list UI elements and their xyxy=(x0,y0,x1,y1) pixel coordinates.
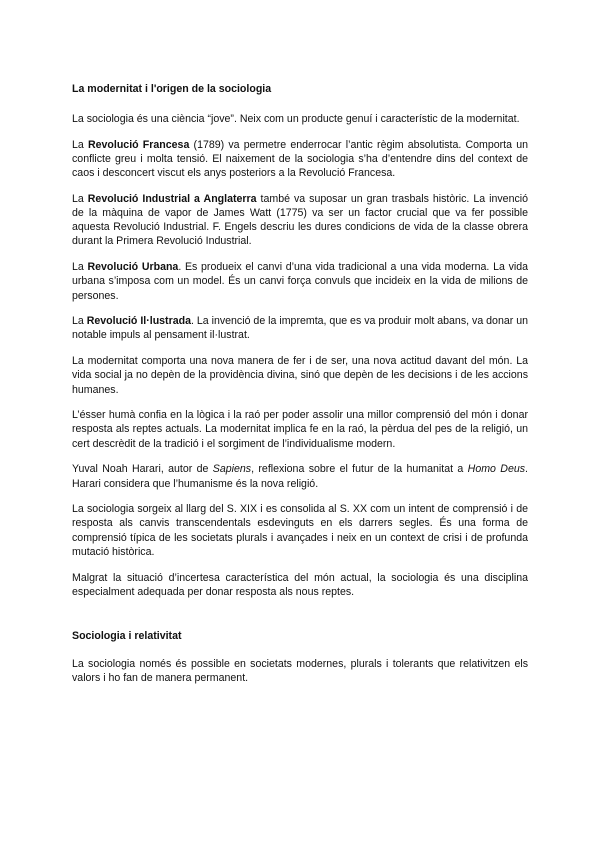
text-segment: . Harari considera que l’humanisme és la nova religió. xyxy=(72,463,528,490)
paragraph-revolucio-urbana xyxy=(72,260,528,303)
paragraph-malgrat: Malgrat la situació d’incertesa característica del món actual, la sociologia és una disciplina especialment adequada per donar resposta als nous reptes. xyxy=(72,571,528,598)
paragraph-esser-huma: L’ésser humà confia en la lògica i la raó per poder assolir una millor comprensió del món i donar resposta als reptes actuals. La modernitat implica fe en la raó, la pèrdua del pes de la religió, un cert descrèdit de la tradició i el sorgiment de l’individualisme modern. xyxy=(72,409,528,450)
paragraph-sociologia-sorgeix: La sociologia sorgeix al llarg del S. XIX i es consolida al S. XX com un intent de comprensió i de resposta als canvis transcendentals esdevinguts en els darrers segles. És una forma de comprensió típica de les societats plurals i avançades i neix en un context de crisi i de profunda mutació històrica. xyxy=(72,503,528,558)
text-segment: Yuval Noah Harari, autor de xyxy=(72,463,213,476)
paragraph-sociologia-jove: La sociologia és una ciència “jove”. Neix com un producte genuí i característic de la modernitat. xyxy=(72,113,520,125)
section-title-relativitat: Sociologia i relativitat xyxy=(72,629,182,642)
paragraph-societats-modernes: La sociologia només és possible en societats modernes, plurals i tolerants que relativitzen els valors i ho fan de manera permanent. xyxy=(72,657,528,685)
italic-title-homo-deus: Homo Deus xyxy=(467,463,526,476)
paragraph-revolucio-francesa xyxy=(72,138,528,181)
text-prefix: La xyxy=(72,315,87,328)
paragraph-revolucio-industrial xyxy=(72,192,528,249)
text-body: (1789) va permetre enderrocar l’antic règim absolutista. Comporta un conflicte greu i molta tensió. El naixement de la sociologia s’ha d’entendre dins del context de caos i desconcert viscut els anys posteriors a la Revolució Francesa. xyxy=(72,138,529,180)
text-prefix: La xyxy=(72,261,88,274)
text-prefix: La xyxy=(72,192,88,205)
text-prefix: La xyxy=(72,138,88,151)
paragraph-harari xyxy=(72,462,528,490)
bold-term: Revolució Il·lustrada xyxy=(86,315,191,328)
bold-term: Revolució Industrial a Anglaterra xyxy=(87,192,257,205)
paragraph-revolucio-illustrada xyxy=(72,314,528,342)
bold-term: Revolució Francesa xyxy=(87,138,190,151)
bold-term: Revolució Urbana xyxy=(87,261,179,274)
text-body: . Es produeix el canvi d’una vida tradicional a una vida moderna. La vida urbana s’imposa com un model. És un canvi força convuls que incideix en la vida de milions de persones. xyxy=(72,261,528,302)
paragraph-modernitat-actitud: La modernitat comporta una nova manera de fer i de ser, una nova actitud davant del món. La vida social ja no depèn de la providència divina, sinó que depèn de les decisions i de les accions humanes. xyxy=(72,355,528,396)
text-body: . La invenció de la impremta, que es va produir molt abans, va donar un notable impuls al pensament il·lustrat. xyxy=(72,315,528,342)
section-title-modernitat: La modernitat i l'origen de la sociologia xyxy=(72,83,272,95)
text-body: també va suposar un gran trasbals històric. La invenció de la màquina de vapor de James Watt (1775) va ser un factor crucial que va fer possible aquesta Revolució Industrial. F. Engels descriu les dures condicions de vida de la classe obrera durant la Primera Revolució Industrial. xyxy=(72,192,528,248)
italic-title-sapiens: Sapiens xyxy=(212,463,252,476)
text-segment: , reflexiona sobre el futur de la humanitat a xyxy=(251,463,468,476)
